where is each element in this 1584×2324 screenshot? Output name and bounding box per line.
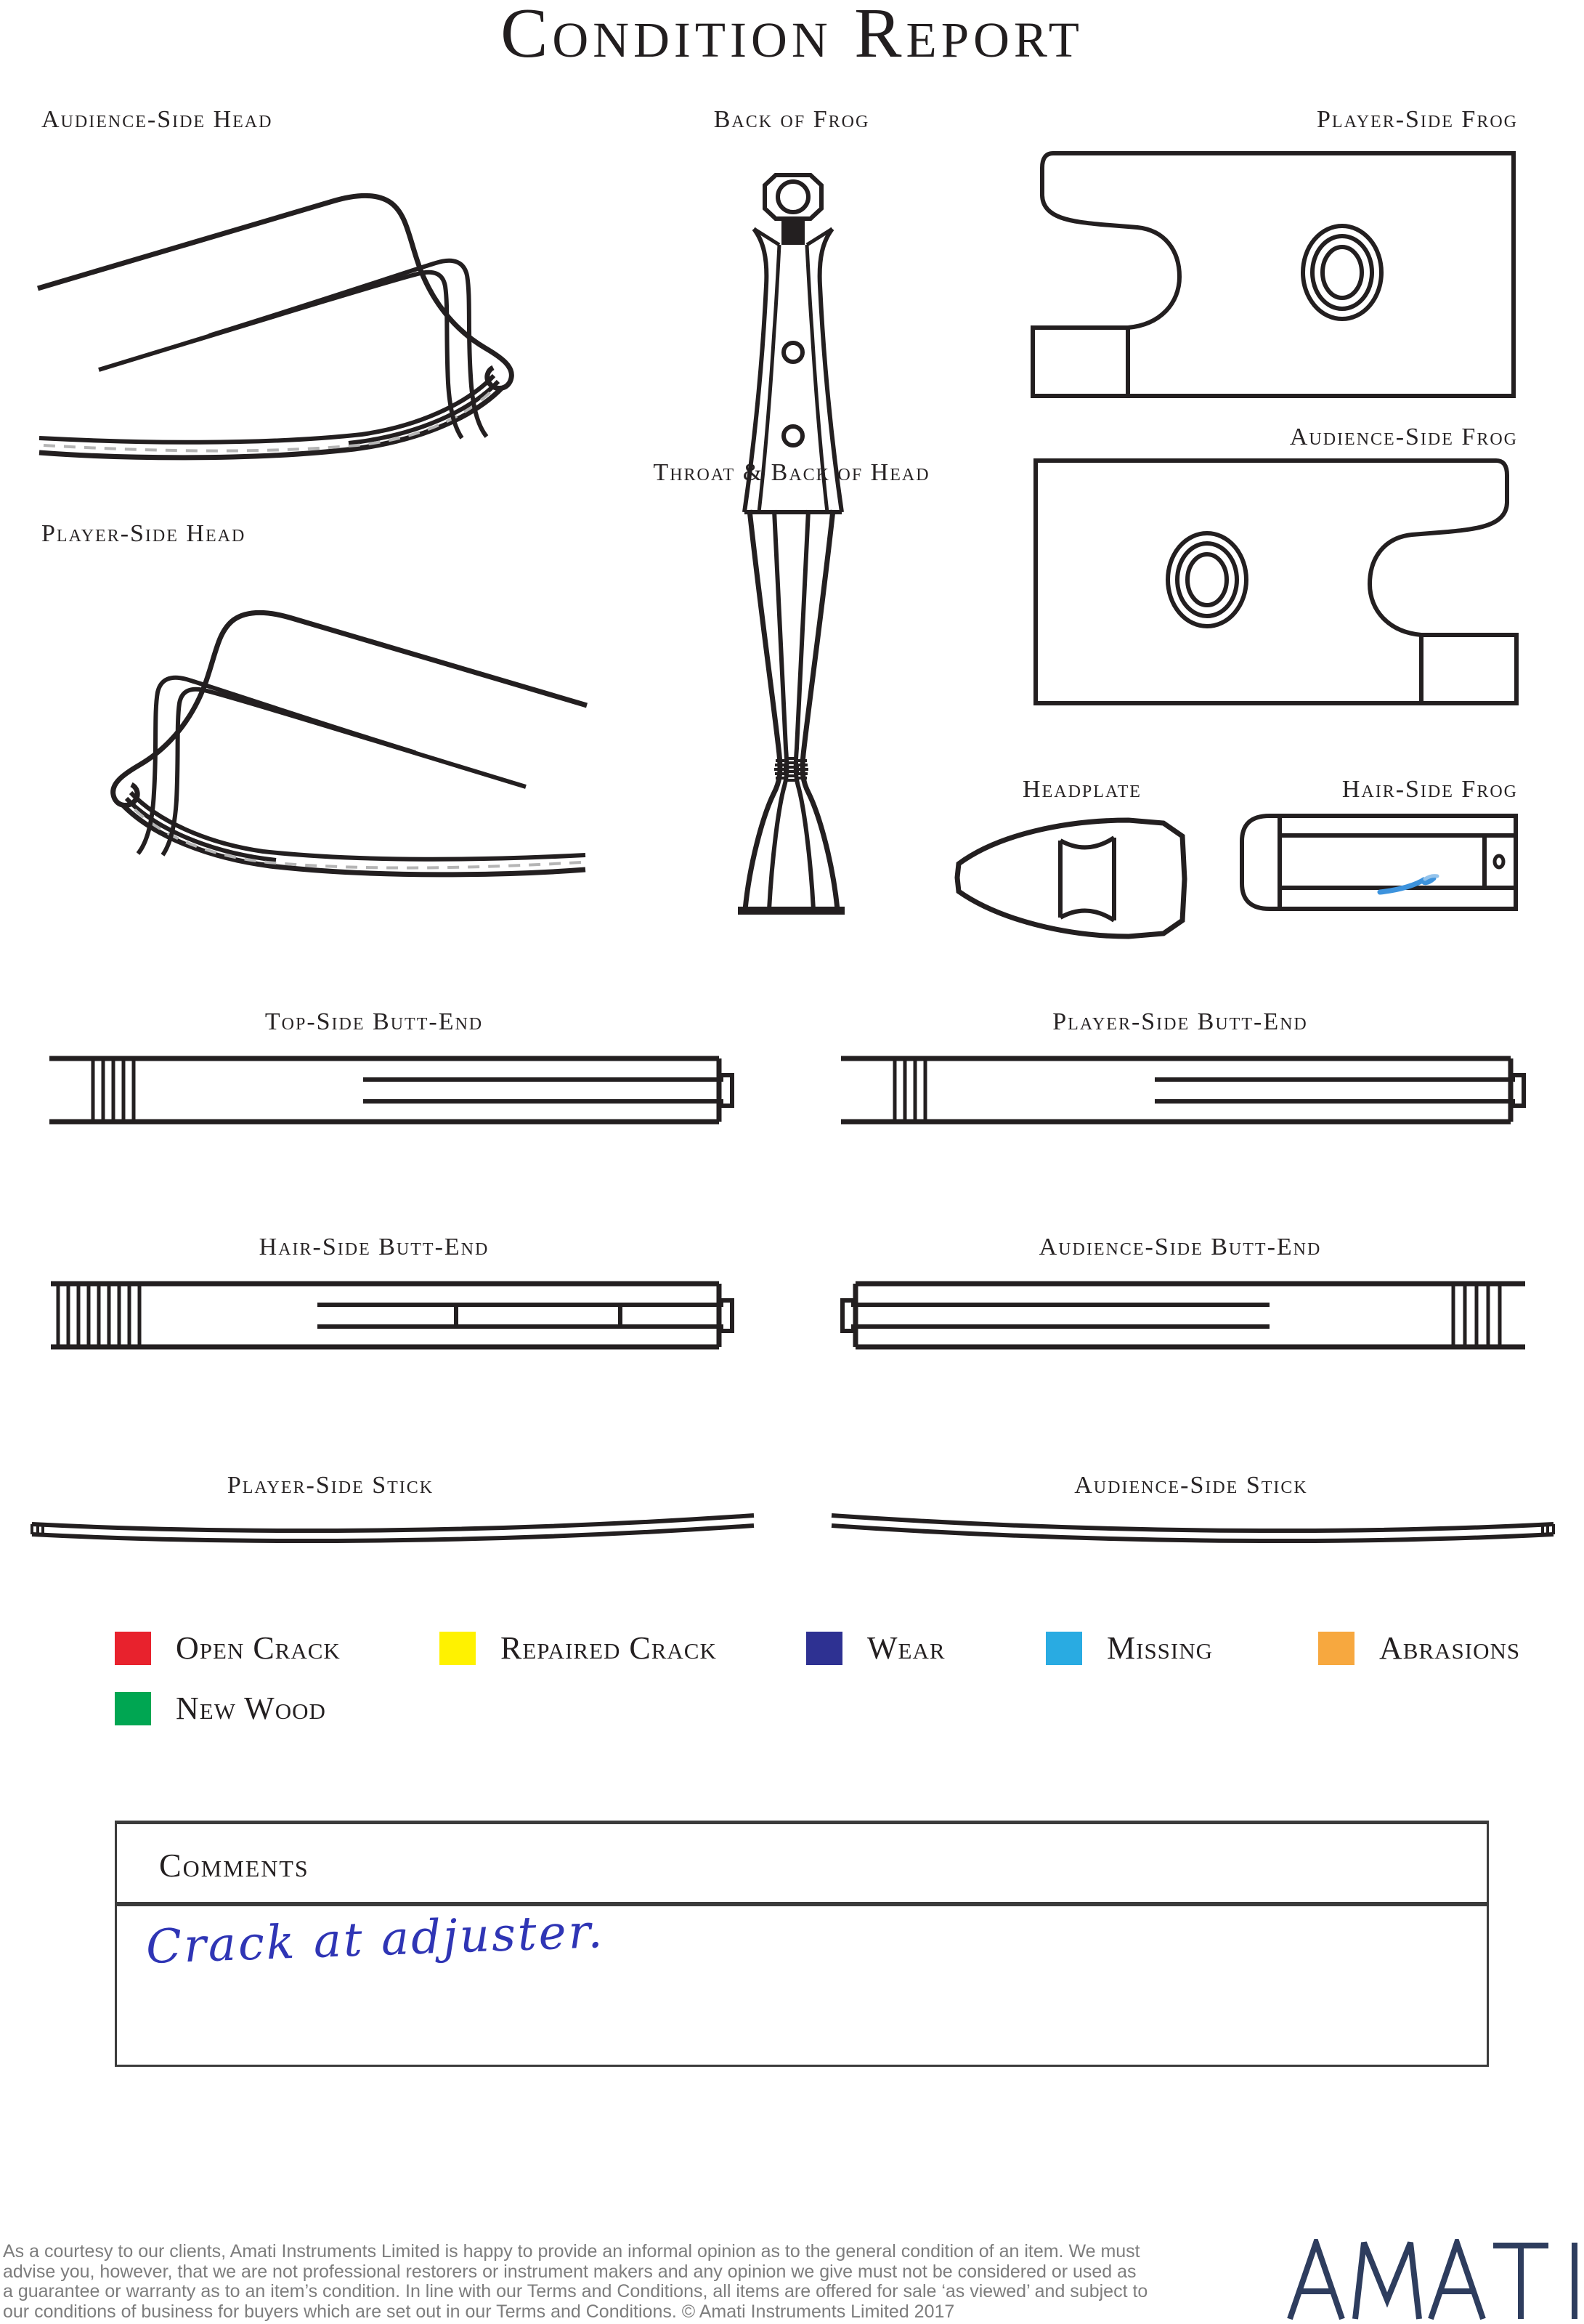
player-side-head-drawing (29, 563, 596, 919)
new-wood-swatch (115, 1692, 151, 1725)
disclaimer-line: a guarantee or warranty as to an item’s condition. In line with our Terms and Conditions, all items are offered for sale ‘as viewed’ and subject to (3, 2281, 1148, 2301)
disclaimer-line: As a courtesy to our clients, Amati Instruments Limited is happy to provide an informal opinion as to the general condition of an item. We must (3, 2241, 1140, 2262)
label-player-side-stick: Player-Side Stick (227, 1472, 434, 1499)
comments-header (117, 1824, 1487, 1906)
disclaimer-text (3, 2242, 1303, 2322)
butt-end-illustration (49, 1277, 734, 1353)
label-player-side-butt-end: Player-Side Butt-End (1052, 1008, 1308, 1035)
label-player-side-head: Player-Side Head (41, 520, 246, 547)
legend-label: Abrasions (1379, 1630, 1521, 1666)
legend-label: Wear (867, 1630, 946, 1666)
waist-hatch-marks (774, 758, 808, 780)
audience-side-frog-drawing (1026, 456, 1518, 705)
legend-item-wear (806, 1629, 946, 1667)
butt-end-illustration (841, 1052, 1525, 1128)
back-of-frog-drawing (730, 171, 857, 534)
abrasions-swatch (1318, 1632, 1354, 1665)
stick-illustration (828, 1510, 1558, 1550)
legend-label: Open Crack (176, 1630, 341, 1666)
headplate-illustration (951, 810, 1198, 948)
frog-back-illustration (730, 171, 857, 534)
label-audience-side-butt-end: Audience-Side Butt-End (1039, 1234, 1322, 1260)
legend-item-new-wood (115, 1690, 326, 1727)
handwritten-note: Crack at adjuster. (145, 1905, 606, 1975)
legend-item-repaired-crack (439, 1629, 717, 1667)
top-side-butt-end-drawing (49, 1052, 734, 1128)
label-back-of-frog: Back of Frog (713, 106, 870, 133)
legend-item-missing (1046, 1629, 1213, 1667)
frog-side-illustration (1031, 149, 1519, 400)
frog-underside-illustration (1235, 812, 1519, 912)
label-hair-side-frog: Hair-Side Frog (1341, 776, 1518, 803)
legend-label: New Wood (176, 1691, 326, 1726)
bow-head-illustration (29, 563, 596, 919)
label-throat-back-of-head: Throat & Back of Head (653, 459, 930, 486)
comments-heading: Comments (159, 1847, 309, 1884)
bow-head-illustration (29, 149, 596, 461)
page-title: Condition Report (500, 0, 1084, 73)
label-hair-side-butt-end: Hair-Side Butt-End (259, 1234, 490, 1260)
audience-side-head-drawing (29, 149, 596, 461)
player-side-butt-end-drawing (841, 1052, 1525, 1128)
player-side-frog-drawing (1031, 149, 1519, 400)
label-top-side-butt-end: Top-Side Butt-End (264, 1008, 484, 1035)
label-audience-side-frog: Audience-Side Frog (1289, 424, 1518, 450)
butt-end-illustration (841, 1277, 1525, 1353)
throat-back-of-head-drawing (728, 509, 855, 919)
legend-item-abrasions (1318, 1629, 1520, 1667)
label-headplate: Headplate (1023, 776, 1142, 803)
hair-side-butt-end-drawing (49, 1277, 734, 1353)
legend-item-open-crack (115, 1629, 341, 1667)
wear-swatch (806, 1632, 842, 1665)
label-player-side-frog: Player-Side Frog (1317, 106, 1518, 133)
label-audience-side-stick: Audience-Side Stick (1074, 1472, 1308, 1499)
butt-end-illustration (49, 1052, 734, 1128)
missing-swatch (1046, 1632, 1082, 1665)
audience-side-butt-end-drawing (841, 1277, 1525, 1353)
disclaimer-line: our conditions of business for buyers which are set out in our Terms and Conditions. © Amati Instruments Limited 2017 (3, 2301, 955, 2322)
legend-label: Repaired Crack (500, 1630, 717, 1666)
player-side-stick-drawing (28, 1510, 758, 1550)
frog-side-illustration (1026, 456, 1518, 705)
throat-illustration (728, 509, 855, 919)
stick-illustration (28, 1510, 758, 1550)
open-crack-swatch (115, 1632, 151, 1665)
audience-side-stick-drawing (828, 1510, 1558, 1550)
repaired-crack-swatch (439, 1632, 476, 1665)
comments-box (115, 1821, 1489, 2067)
legend-label: Missing (1107, 1630, 1214, 1666)
amati-logo (1287, 2239, 1584, 2320)
hair-side-frog-drawing (1235, 812, 1519, 912)
headplate-drawing (951, 810, 1198, 948)
disclaimer-line: advise you, however, that we are not professional restorers or instrument makers and any opinion we give must not be considered or used as (3, 2261, 1137, 2282)
label-audience-side-head: Audience-Side Head (41, 106, 273, 133)
